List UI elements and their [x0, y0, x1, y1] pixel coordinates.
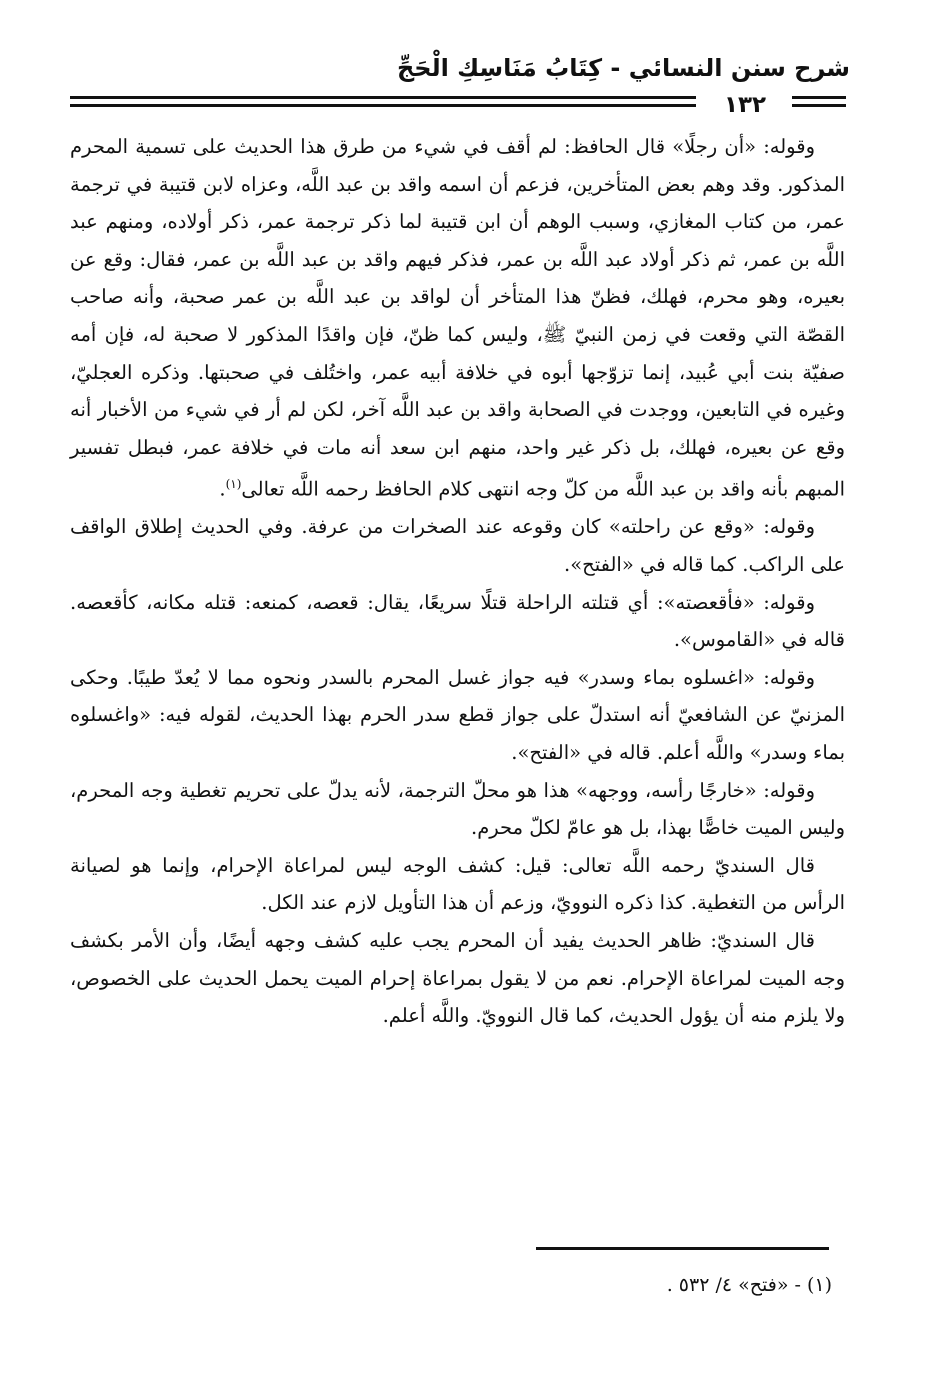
running-title: شرح سنن النسائي - كِتَابُ مَنَاسِكِ الْحَجِّ: [396, 54, 850, 82]
footnote-ref: (١): [225, 477, 242, 492]
main-text: [70, 128, 845, 1035]
paragraph-3: وقوله: «فأقعصته»: أي قتلته الراحلة قتلًا سريعًا، يقال: قعصه، كمنعه: قتله مكانه، كأقعصه. قاله في «القاموس».: [70, 590, 845, 652]
paragraph-2: وقوله: «وقع عن راحلته» كان وقوعه عند الصخرات من عرفة. وفي الحديث إطلاق الواقف على الراكب. كما قاله في «الفتح».: [70, 515, 845, 577]
header-rule-right-upper: [792, 96, 846, 99]
paragraph-5: وقوله: «خارجًا رأسه، ووجهه» هذا هو محلّ الترجمة، لأنه يدلّ على تحريم تغطية وجه المحرم، وليس الميت خاصًّا بهذا، بل هو عامّ لكلّ محرم.: [70, 778, 845, 840]
paragraph-6: قال السنديّ رحمه اللَّه تعالى: قيل: كشف الوجه ليس لمراعاة الإحرام، وإنما هو لصيانة الرأس من التغطية. كذا ذكره النوويّ، وزعم أن هذا التأويل لازم عند الكل.: [70, 853, 845, 915]
paragraph-1: وقوله: «أن رجلًا» قال الحافظ: لم أقف في شيء من طرق هذا الحديث على تسمية المحرم المذكور. وقد وهم بعض المتأخرين، فزعم أن اسمه واقد بن عبد اللَّه، وعزاه لابن قتيبة في ترجمة عمر، من كتاب المغازي، وسبب الوهم أن ابن قتيبة لما ذكر ترجمة عمر، ذكر أولاده، ومنهم عبد اللَّه بن عمر، ثم ذكر أولاد عبد اللَّه بن عمر، فذكر فيهم واقد بن عبد اللَّه بن عمر، فقال: وقع عن بعيره، وهو محرم، فهلك، فظنّ هذا المتأخر أن لواقد بن عبد اللَّه بن عمر صحبة، وأنه صاحب القصّة التي وقعت في زمن النبيّ ﷺ، وليس كما ظنّ، فإن واقدًا المذكور لا صحبة له، فإن أمه صفيّة بنت أبي عُبيد، إنما تزوّجها أبوه في خلافة أبيه عمر، واختُلف في صحبتها. وذكره العجليّ، وغيره في التابعين، ووجدت في الصحابة واقد بن عبد اللَّه آخر، لكن لم أر في شيء من الأخبار أنه وقع عن بعيره، فهلك، بل ذكر غير واحد، منهم ابن سعد أنه مات في خلافة عمر، فبطل تفسير المبهم بأنه واقد بن عبد اللَّه من كلّ وجه انتهى كلام الحافظ رحمه اللَّه تعالى$^{(١)}$.: [70, 135, 845, 501]
page-header: [70, 48, 850, 88]
page-number: ١٣٢: [723, 92, 767, 118]
header-rule-right-lower: [792, 104, 846, 107]
footnote-separator: [536, 1247, 829, 1250]
footnote: (١) - «فتح» ٤/ ٥٣٢ .: [666, 1274, 832, 1296]
paragraph-7: قال السنديّ: ظاهر الحديث يفيد أن المحرم يجب عليه كشف وجهه أيضًا، وأن الأمر بكشف وجه الميت لمراعاة الإحرام. نعم من لا يقول بمراعاة إحرام الميت يحمل الحديث على الخصوص، ولا يلزم منه أن يؤول الحديث، كما قال النوويّ. واللَّه أعلم.: [70, 928, 845, 1028]
header-rule-left-lower: [70, 104, 696, 107]
paragraph-4: وقوله: «اغسلوه بماء وسدر» فيه جواز غسل المحرم بالسدر ونحوه مما لا يُعدّ طيبًا. وحكى المزنيّ عن الشافعيّ أنه استدلّ على جواز قطع سدر الحرم بهذا الحديث، لقوله فيه: «واغسلوه بماء وسدر» واللَّه أعلم. قاله في «الفتح».: [70, 665, 845, 764]
header-rule-left-upper: [70, 96, 696, 99]
